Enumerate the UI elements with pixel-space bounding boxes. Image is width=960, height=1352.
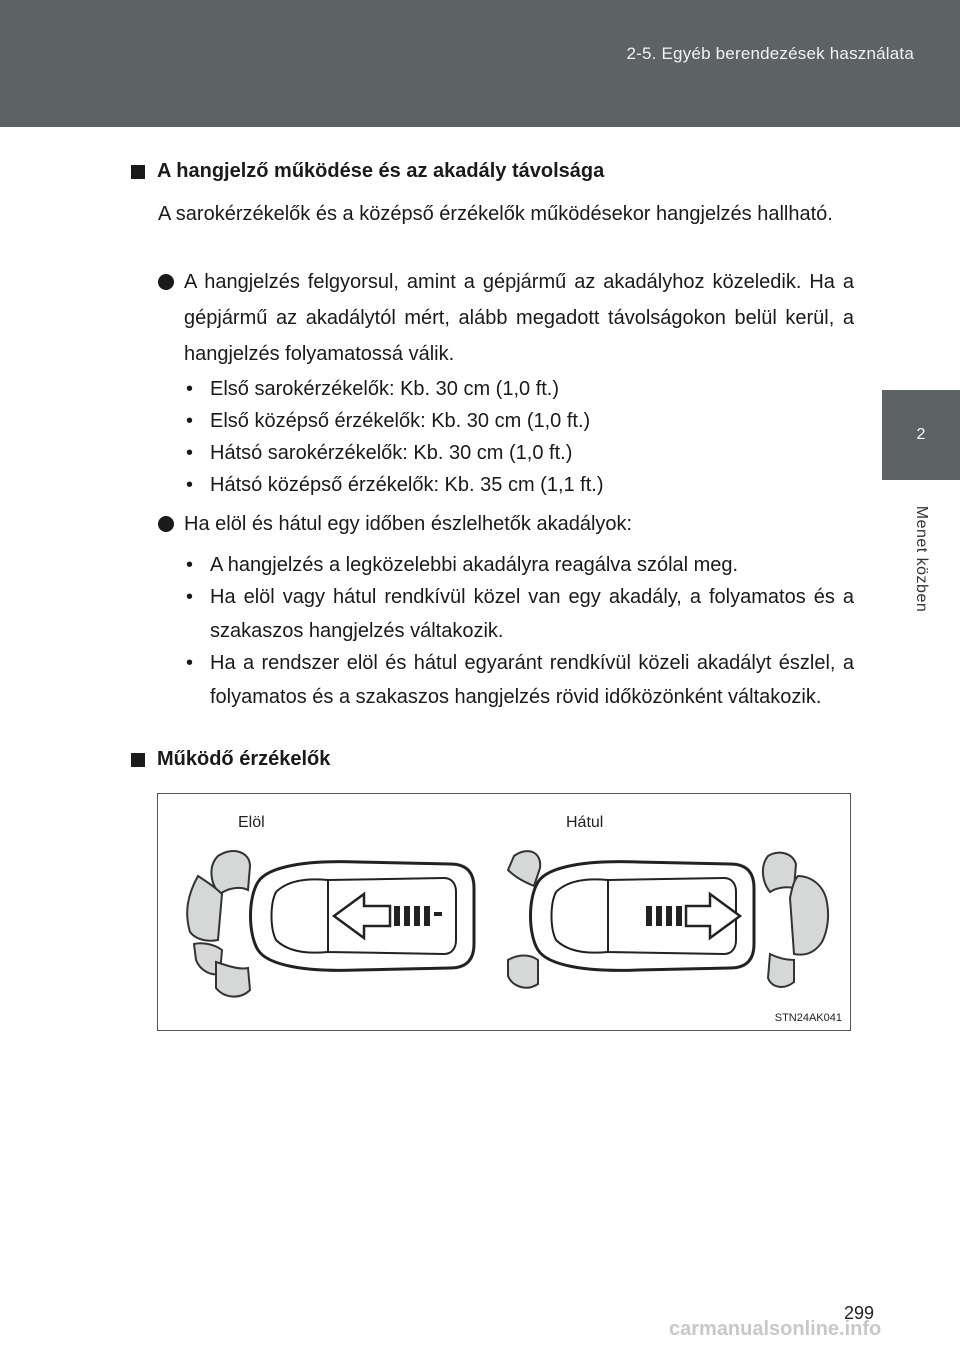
case-item: • A hangjelzés a legközelebbi akadályra reagálva szólal meg.: [184, 548, 854, 582]
distance-item: • Első középső érzékelők: Kb. 30 cm (1,0 ft.): [184, 404, 854, 438]
section-heading: [131, 748, 330, 771]
bullet-text: A hangjelzés felgyorsul, amint a gépjármű az akadályhoz közeledik. Ha a gépjármű az akadálytól mért, alább megadott távolságokon belül kerül, a hangjelzés folyamatossá válik.: [184, 271, 854, 365]
bullet-text: Ha elöl és hátul egy időben észlelhetők akadályok:: [184, 513, 633, 535]
section-heading-text: A hangjelző működése és az akadály távolsága: [157, 160, 605, 182]
chapter-tab-label: [882, 480, 960, 640]
distance-item: • Hátsó középső érzékelők: Kb. 35 cm (1,1 ft.): [184, 468, 854, 502]
case-item: • Ha a rendszer elöl és hátul egyaránt rendkívül közeli akadályt észlel, a folyamatos és a szakaszos hangjelzés rövid időközönként váltakozik.: [184, 646, 854, 714]
sensor-illustration: [158, 794, 850, 1030]
chapter-tab-number: 2: [882, 390, 960, 480]
figure-code: STN24AK041: [774, 1012, 842, 1024]
section-heading-text: Működő érzékelők: [157, 748, 331, 770]
square-bullet-icon: [131, 753, 145, 767]
page-number: 299: [844, 1303, 875, 1323]
section-heading: [131, 160, 604, 183]
case-item: • Ha elöl vagy hátul rendkívül közel van egy akadály, a folyamatos és a szakaszos hangjelzés váltakozik.: [184, 580, 854, 648]
chapter-title: 2-5. Egyéb berendezések használata: [626, 44, 914, 63]
front-sensor-zones: [187, 851, 250, 997]
front-label: Elöl: [238, 814, 265, 831]
page-header: [0, 0, 960, 127]
rear-label: Hátul: [566, 814, 604, 831]
sensor-figure: [157, 793, 851, 1031]
bullet-paragraph: [158, 264, 854, 372]
watermark-text: carmanualsonline.info: [669, 1318, 882, 1340]
square-bullet-icon: [131, 165, 145, 179]
bullet-paragraph: [158, 506, 854, 542]
intro-paragraph: A sarokérzékelők és a középső érzékelők működésekor hangjelzés hallható.: [158, 203, 833, 225]
chapter-tab-text: Menet közben: [913, 505, 930, 613]
rear-sensor-zones: [763, 853, 828, 987]
distance-item: • Hátsó sarokérzékelők: Kb. 30 cm (1,0 ft.): [184, 436, 854, 470]
distance-item: • Első sarokérzékelők: Kb. 30 cm (1,0 ft.): [184, 372, 854, 406]
round-bullet-icon: [158, 274, 174, 290]
round-bullet-icon: [158, 516, 174, 532]
